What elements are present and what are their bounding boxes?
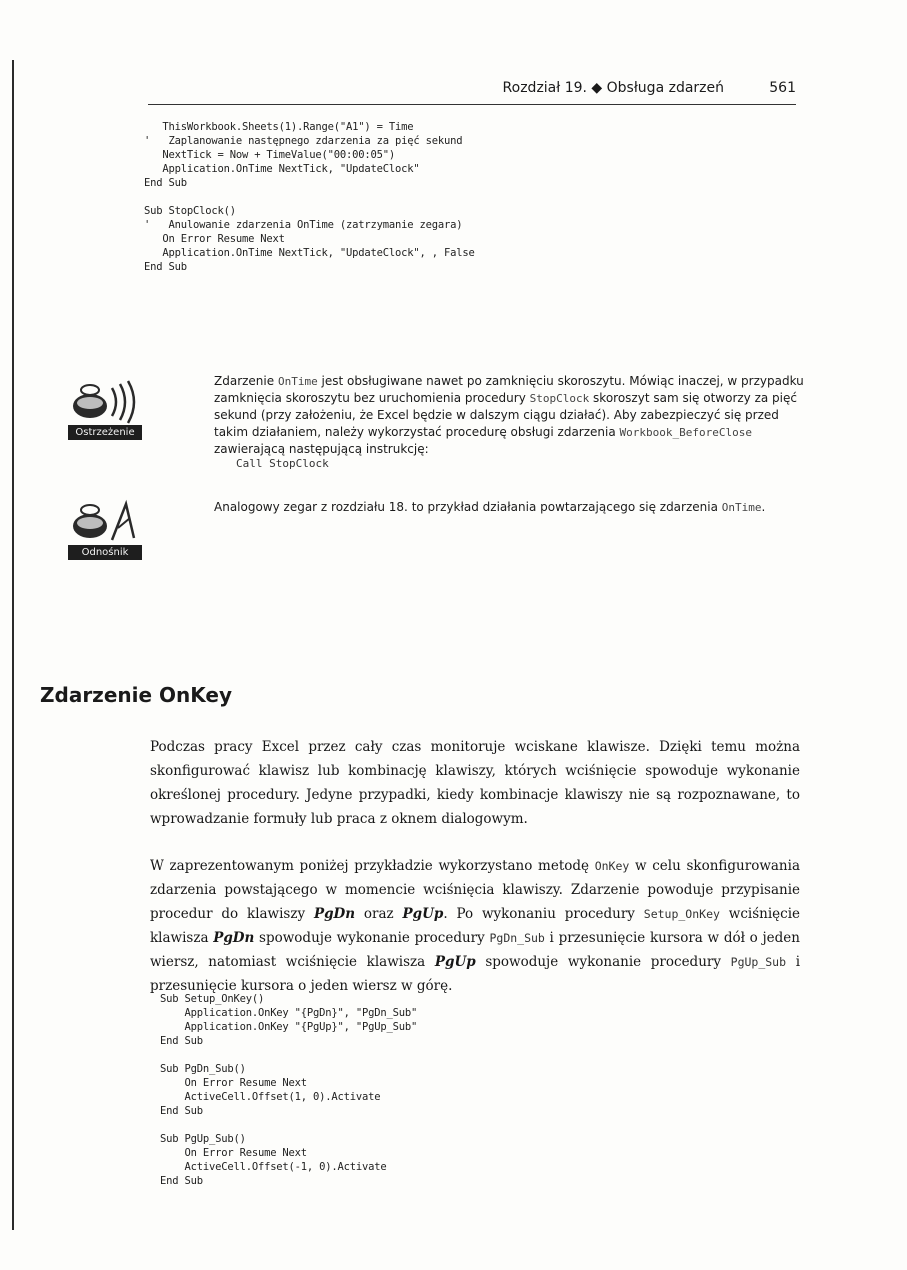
warning-icon-label: Ostrzeżenie — [68, 425, 142, 440]
warning-code-call: Call StopClock — [236, 457, 329, 470]
page-header — [148, 80, 796, 102]
reference-note-icon — [68, 498, 142, 560]
header-divider — [148, 104, 796, 105]
chapter-title: Rozdział 19. ◆ Obsługa zdarzeń — [502, 80, 724, 96]
section-heading: Zdarzenie OnKey — [40, 683, 232, 707]
reference-arrow-icon — [68, 498, 142, 546]
left-margin-rule — [12, 60, 14, 1230]
code-block-onkey: Sub Setup_OnKey() Application.OnKey "{PgDn}", "PgDn_Sub" Application.OnKey "{PgUp}", "PgUp_Sub" End Sub Sub PgDn_Sub() On Error Resume Next ActiveCell.Offset(1, 0).Activate End Sub Sub PgUp_Sub() On Error Resume Next ActiveCell.Offset(-1, 0).Activate End Sub — [160, 993, 418, 1187]
warning-note-icon — [68, 378, 142, 440]
reference-note-text: Analogowy zegar z rozdziału 18. to przykład działania powtarzającego się zdarzenia OnTime. — [214, 500, 766, 514]
reference-icon-label: Odnośnik — [68, 545, 142, 560]
warning-note-text: Zdarzenie OnTime jest obsługiwane nawet po zamknięciu skoroszytu. Mówiąc inaczej, w przypadku zamknięcia skoroszytu bez uruchomienia procedury StopClock skoroszyt sam się otworzy za pięć sekund (przy założeniu, że Excel będzie w dalszym ciągu działać). Aby zabezpieczyć się przed takim działaniem, należy wykorzystać procedurę obsługi zdarzenia Workbook_BeforeClose zawierającą następującą instrukcję: — [214, 374, 804, 456]
page-number: 561 — [769, 80, 796, 96]
paragraph-onkey-example: W zaprezentowanym poniżej przykładzie wykorzystano metodę OnKey w celu skonfigurowania zdarzenia powstającego w momencie wciśnięcia klawiszy. Zdarzenie powoduje przypisanie procedur do klawiszy PgDn oraz PgUp. Po wykonaniu procedury Setup_OnKey wciśnięcie klawisza PgDn spowoduje wykonanie procedury PgDn_Sub i przesunięcie kursora w dół o jeden wiersz, natomiast wciśnięcie klawisza PgUp spowoduje wykonanie procedury PgUp_Sub i przesunięcie kursora o jeden wiersz w górę. — [150, 858, 801, 994]
paragraph-intro: Podczas pracy Excel przez cały czas monitoruje wciskane klawisze. Dzięki temu można skonfigurować klawisz lub kombinację klawiszy, których wciśnięcie spowoduje wykonanie określonej procedury. Jedyne przypadki, kiedy kombinacje klawiszy nie są rozpoznawane, to wprowadzanie formuły lub praca z oknem dialogowym. — [150, 739, 800, 827]
code-block-clock: ThisWorkbook.Sheets(1).Range("A1") = Time ' Zaplanowanie następnego zdarzenia za pięć sekund NextTick = Now + TimeValue("00:00:05") Application.OnTime NextTick, "UpdateClock" End Sub Sub StopClock() ' Anulowanie zdarzenia OnTime (zatrzymanie zegara) On Error Resume Next Application.OnTime NextTick, "UpdateClock", , False End Sub — [144, 121, 475, 273]
bomb-icon — [68, 378, 142, 426]
